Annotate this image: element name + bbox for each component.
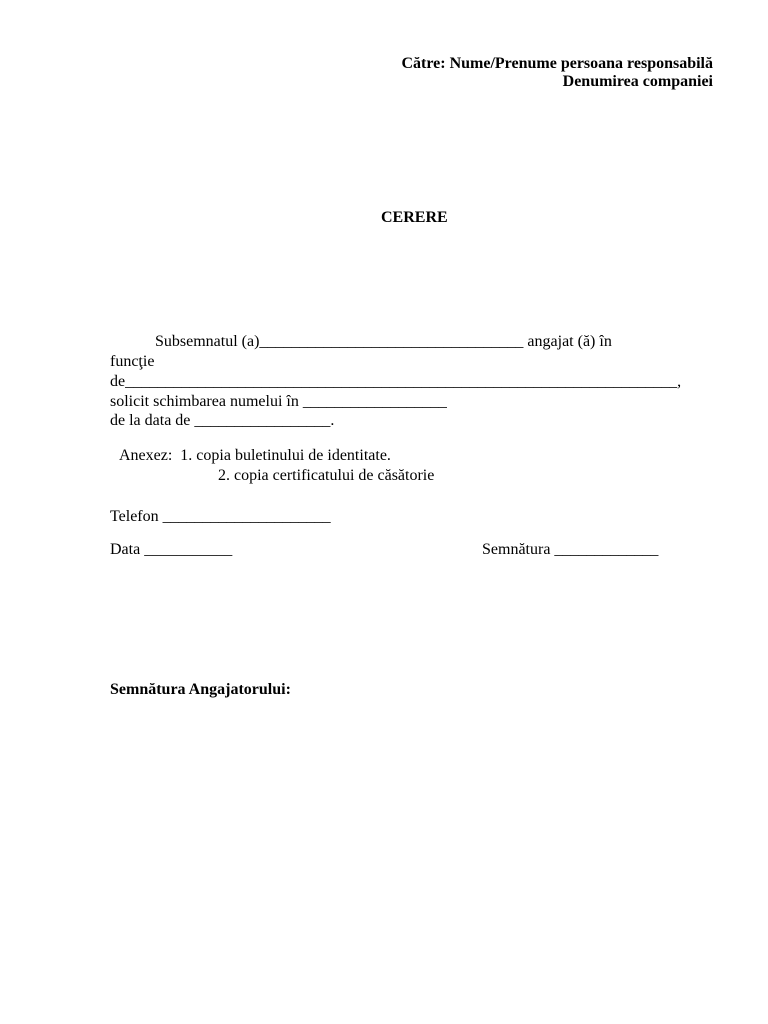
signature-field: Semnătura _____________: [482, 541, 659, 558]
body-line-2: funcţie: [110, 353, 155, 370]
body-line-5: de la data de _________________.: [110, 412, 335, 429]
body-line-1: Subsemnatul (a)_________________________________ angajat (ă) în: [155, 333, 612, 350]
phone-field: Telefon _____________________: [110, 508, 331, 525]
recipient-line-2: Denumirea companiei: [562, 73, 713, 90]
employer-signature-label: Semnătura Angajatorului:: [110, 681, 291, 698]
annex-line-1: Anexez: 1. copia buletinului de identitate.: [119, 447, 391, 464]
body-line-3: de_____________________________________________________________________,: [110, 373, 682, 390]
document-title: CERERE: [381, 209, 448, 226]
recipient-line-1: Către: Nume/Prenume persoana responsabilă: [401, 55, 713, 72]
body-line-4: solicit schimbarea numelui în __________________: [110, 393, 447, 410]
annex-line-2: 2. copia certificatului de căsătorie: [218, 467, 435, 484]
date-field: Data ___________: [110, 541, 233, 558]
